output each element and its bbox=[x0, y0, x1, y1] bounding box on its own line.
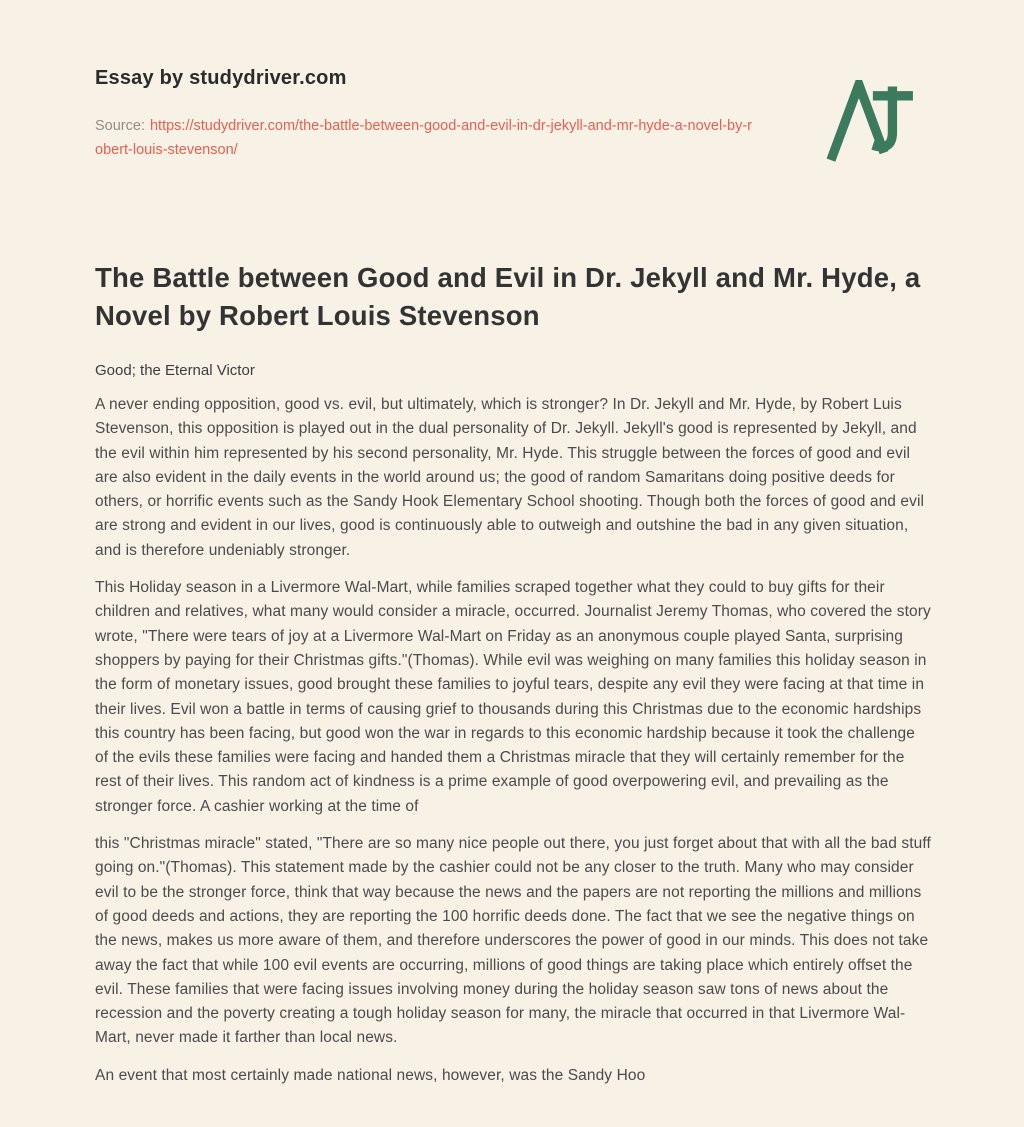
essay-subtitle: Good; the Eternal Victor bbox=[95, 362, 255, 379]
essay-content bbox=[95, 259, 932, 1088]
essay-paragraph: This Holiday season in a Livermore Wal-Mart, while families scraped together what they could to buy gifts for their children and relatives, what many would consider a miracle, occurred. Journalist Jeremy Thomas, who covered the story wrote, "There were tears of joy at a Livermore Wal-Mart on Friday as an anonymous couple played Santa, surprising shoppers by paying for their Christmas gifts."(Thomas). While evil was weighing on many families this holiday season in the form of monetary issues, good brought these families to joyful tears, despite any evil they were facing at that time in their lives. Evil won a battle in terms of causing grief to thousands during this Christmas due to the economic hardships this country has been facing, but good won the war in regards to this economic hardship because it took the challenge of the evils these families were facing and handed them a Christmas miracle that they will certainly remember for the rest of their lives. This random act of kindness is a prime example of good overpowering evil, and prevailing as the stronger force. A cashier working at the time of bbox=[95, 579, 931, 815]
document-header bbox=[95, 66, 932, 162]
studydriver-logo-icon bbox=[826, 80, 916, 162]
source-line bbox=[95, 114, 755, 162]
essay-paragraph: An event that most certainly made national news, however, was the Sandy Hoo bbox=[95, 1066, 646, 1084]
essay-title: The Battle between Good and Evil in Dr. Jekyll and Mr. Hyde, a Novel by Robert Louis Stevenson bbox=[95, 262, 921, 331]
essay-paragraph: this "Christmas miracle" stated, "There are so many nice people out there, you just forget about that with all the bad stuff going on."(Thomas). This statement made by the cashier could not be any closer to the truth. Many who may consider evil to be the stronger force, think that way because the news and the papers are not reporting the millions and millions of good deeds and actions, they are reporting the 100 horrific deeds done. The fact that we see the negative things on the news, makes us more aware of them, and therefore underscores the power of good in our minds. This does not take away the fact that while 100 evil events are occurring, millions of good things are taking place which entirely offset the evil. These families that were facing issues involving money during the holiday season saw tons of news about the recession and the poverty creating a tough holiday season for many, the miracle that occurred in that Livermore Wal-Mart, never made it farther than local news. bbox=[95, 835, 931, 1047]
essay-body bbox=[95, 393, 932, 1088]
source-url-link[interactable]: https://studydriver.com/the-battle-between-good-and-evil-in-dr-jekyll-and-mr-hyde-a-novel-by-robert-louis-stevenson/ bbox=[95, 118, 752, 158]
essay-paragraph: A never ending opposition, good vs. evil, but ultimately, which is stronger? In Dr. Jekyll and Mr. Hyde, by Robert Luis Stevenson, this opposition is played out in the dual personality of Dr. Jekyll. Jekyll's good is represented by Jekyll, and the evil within him represented by his second personality, Mr. Hyde. This struggle between the forces of good and evil are also evident in the daily events in the world around us; the good of random Samaritans doing positive deeds for others, or horrific events such as the Sandy Hook Elementary School shooting. Though both the forces of good and evil are strong and evident in our lives, good is continuously able to outweigh and outshine the bad in any given situation, and is therefore undeniably stronger. bbox=[95, 396, 925, 559]
source-label: Source: bbox=[95, 118, 145, 134]
essay-byline: Essay by studydriver.com bbox=[95, 67, 347, 89]
